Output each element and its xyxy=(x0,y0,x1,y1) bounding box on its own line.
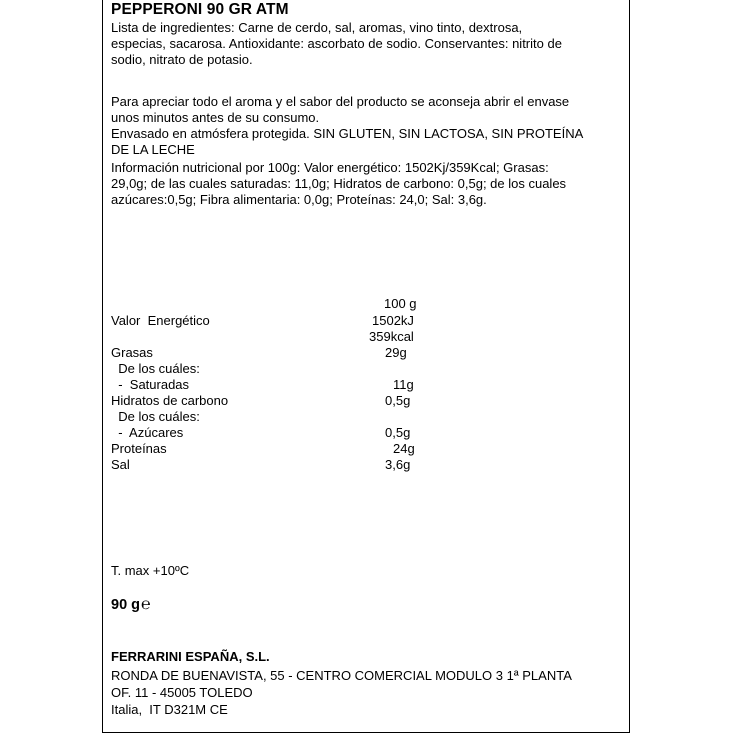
nutrition-row-label: De los cuáles: xyxy=(111,409,200,424)
storage-temperature: T. max +10ºC xyxy=(111,563,190,578)
nutrition-row-value: 0,5g xyxy=(385,425,411,440)
ingredients-line: especias, sacarosa. Antioxidante: ascorbato de sodio. Conservantes: nitrito de xyxy=(111,36,562,52)
nutrition-row-label: - Azúcares xyxy=(111,425,184,440)
nutrition-summary-line: 29,0g; de las cuales saturadas: 11,0g; Hidratos de carbono: 0,5g; de los cuales xyxy=(111,176,567,192)
company-address-line: RONDA DE BUENAVISTA, 55 - CENTRO COMERCIAL MODULO 3 1ª PLANTA xyxy=(111,668,572,683)
ingredients-line: sodio, nitrato de potasio. xyxy=(111,52,253,68)
nutrition-row-label: Sal xyxy=(111,457,130,472)
packaging-line: Envasado en atmósfera protegida. SIN GLUTEN, SIN LACTOSA, SIN PROTEÍNA xyxy=(111,126,584,141)
packaging-paragraph xyxy=(111,126,626,158)
nutrition-summary-line: azúcares:0,5g; Fibra alimentaria: 0,0g; Proteínas: 24,0; Sal: 3,6g. xyxy=(111,192,487,208)
nutrition-row-label: Grasas xyxy=(111,345,153,360)
company-country-code: Italia, IT D321M CE xyxy=(111,702,228,717)
nutrition-row-label: Valor Energético xyxy=(111,313,210,328)
advice-line: unos minutos antes de su consumo. xyxy=(111,110,320,126)
net-weight-value: 90 g xyxy=(111,597,141,613)
nutrition-row-value: 359kcal xyxy=(369,329,414,344)
advice-line: Para apreciar todo el aroma y el sabor del producto se aconseja abrir el envase xyxy=(111,94,570,109)
ingredients-line: Lista de ingredientes: Carne de cerdo, sal, aromas, vino tinto, dextrosa, xyxy=(111,20,523,35)
net-weight xyxy=(111,596,151,614)
nutrition-row-label: - Saturadas xyxy=(111,377,190,392)
nutrition-row-value: 1502kJ xyxy=(372,313,414,328)
nutrition-row-value: 24g xyxy=(393,441,415,456)
product-title: PEPPERONI 90 GR ATM xyxy=(111,1,289,18)
packaging-line: DE LA LECHE xyxy=(111,142,195,158)
estimated-sign-icon: ℮ xyxy=(141,596,151,613)
nutrition-row-value: 3,6g xyxy=(385,457,411,472)
nutrition-summary-line: Información nutricional por 100g: Valor energético: 1502Kj/359Kcal; Grasas: xyxy=(111,160,549,175)
nutrition-summary-paragraph xyxy=(111,160,626,209)
nutrition-row-value: 29g xyxy=(385,345,407,360)
company-name: FERRARINI ESPAÑA, S.L. xyxy=(111,649,270,664)
nutrition-row-value: 0,5g xyxy=(385,393,411,408)
product-label-sheet xyxy=(102,0,630,733)
nutrition-row-label: Proteínas xyxy=(111,441,167,456)
company-address-line: OF. 11 - 45005 TOLEDO xyxy=(111,685,253,700)
ingredients-paragraph xyxy=(111,20,626,69)
nutrition-table-header: 100 g xyxy=(384,296,417,311)
nutrition-row-value: 11g xyxy=(393,377,414,392)
advice-paragraph xyxy=(111,94,626,126)
nutrition-row-label: De los cuáles: xyxy=(111,361,200,376)
nutrition-row-label: Hidratos de carbono xyxy=(111,393,229,408)
